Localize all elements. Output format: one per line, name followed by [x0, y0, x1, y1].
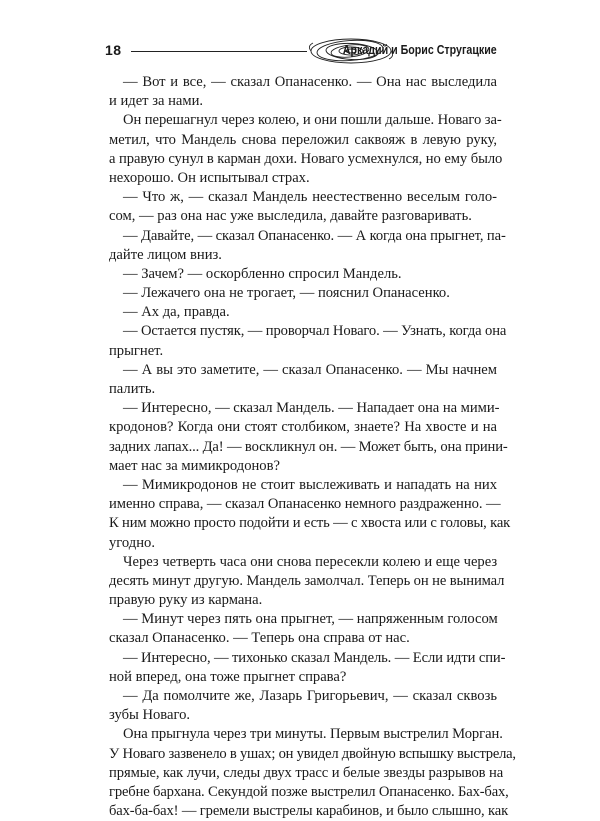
text-line: Она прыгнула через три минуты. Первым выстрелил Морган. [123, 726, 503, 743]
paragraph [109, 553, 505, 611]
text-line: метил, что Мандель снова переложил саквояж в левую руку, [109, 131, 497, 148]
text-line: сказал Опанасенко. — Теперь она справа от нас. [109, 630, 410, 647]
text-line: прямые, как лучи, следы двух трасс и белые звезды разрывов на [109, 764, 504, 781]
paragraph [109, 725, 516, 821]
paragraph [109, 284, 497, 303]
text-line: — Минут через пять она прыгнет, — напряженным голосом [123, 611, 498, 628]
text-line: ной вперед, она тоже прыгнет справа? [109, 668, 347, 685]
text-line: Он перешагнул через колею, и они пошли дальше. Новаго за- [123, 112, 502, 129]
text-line: — Давайте, — сказал Опанасенко. — А когда она прыгнет, па- [123, 227, 506, 244]
text-line: а правую сунул в карман дохи. Новаго усмехнулся, но ему было [109, 150, 503, 167]
text-line: — Да помолчите же, Лазарь Григорьевич, — сказал сквозь [123, 688, 497, 704]
paragraph [109, 476, 511, 553]
text-line: мает нас за мимикродонов? [109, 457, 280, 474]
text-line: дайте лицом вниз. [109, 246, 222, 263]
text-line: — Зачем? — оскорбленно спросил Мандель. [123, 265, 402, 282]
paragraph [109, 265, 497, 284]
paragraph [109, 610, 497, 648]
text-line: угодно. [109, 534, 155, 551]
paragraph [109, 361, 497, 399]
text-line: нехорошо. Он испытывал страх. [109, 169, 310, 186]
text-line: — Вот и все, — сказал Опанасенко. — Она нас выследила [123, 74, 497, 90]
text-line: правую руку из кармана. [109, 592, 263, 609]
text-line: У Новаго зазвенело в ушах; он увидел двойную вспышку выстрела, [109, 745, 516, 762]
text-line: зубы Новаго. [109, 707, 191, 724]
header-rule-left [131, 51, 307, 52]
text-line: — Мимикродонов не стоит выслеживать и нападать на них [123, 476, 497, 493]
text-line: Через четверть часа они снова пересекли колею и еще через [123, 553, 498, 570]
paragraph [109, 111, 503, 188]
text-line: — Что ж, — сказал Мандель неестественно веселым голо- [123, 189, 497, 206]
text-line: задних лапах... Да! — воскликнул он. — Может быть, она прини- [109, 438, 508, 455]
text-line: бах-ба-бах! — гремели выстрелы карабинов, и было слышно, как [109, 803, 509, 820]
text-line: прыгнет. [109, 342, 164, 359]
text-line: К ним можно просто подойти и есть — с хвоста или с головы, как [109, 515, 511, 532]
text-line: — Интересно, — сказал Мандель. — Нападает она на мими- [123, 400, 500, 417]
text-line: — А вы это заметите, — сказал Опанасенко. — Мы начнем [123, 361, 497, 378]
text-line: — Лежачего она не трогает, — пояснил Опанасенко. [123, 285, 450, 302]
paragraph [109, 649, 506, 687]
text-line: — Интересно, — тихонько сказал Мандель. — Если идти спи- [123, 649, 506, 666]
paragraph [109, 188, 497, 226]
text-line: — Ах да, правда. [123, 304, 230, 321]
text-line: — Остается пустяк, — проворчал Новаго. — Узнать, когда она [123, 323, 507, 340]
running-title: Аркадий и Борис Стругацкие [343, 42, 497, 57]
page-number: 18 [105, 42, 122, 58]
text-line: именно справа, — сказал Опанасенко немного раздраженно. — [109, 496, 501, 513]
page-header [105, 36, 497, 64]
paragraph [109, 303, 497, 322]
text-line: гребне бархана. Секундой позже выстрелил Опанасенко. Бах-бах, [109, 783, 509, 800]
paragraph [109, 399, 508, 476]
text-line: кродонов? Когда они стоят столбиком, знаете? На хвосте и на [109, 419, 497, 436]
text-line: палить. [109, 381, 156, 397]
text-body [109, 73, 516, 821]
paragraph [109, 73, 497, 111]
paragraph [109, 227, 506, 265]
text-line: десять минут другую. Мандель замолчал. Теперь он не вынимал [109, 572, 505, 589]
text-line: и идет за нами. [109, 93, 204, 110]
paragraph [109, 322, 507, 360]
paragraph [109, 687, 497, 725]
text-line: сом, — раз она нас уже выследила, давайте разговаривать. [109, 208, 472, 225]
